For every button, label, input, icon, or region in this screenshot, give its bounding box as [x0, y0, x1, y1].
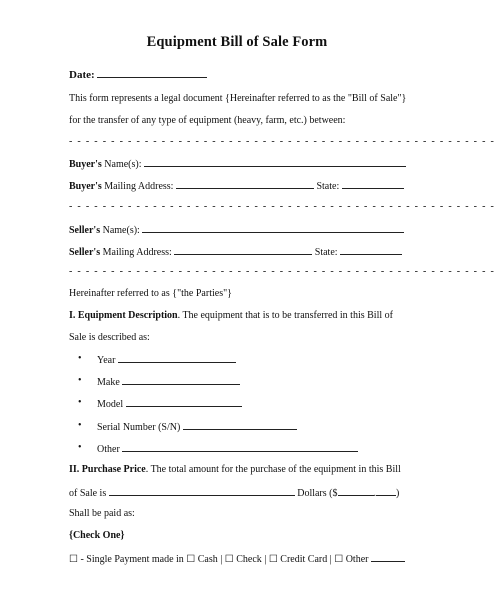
intro-line-1: This form represents a legal document {Hereinafter referred to as the "Bill of Sale"} — [69, 93, 407, 104]
year-label: Year — [97, 355, 116, 366]
parties-text: Hereinafter referred to as {"the Parties"} — [69, 288, 232, 299]
serial-field[interactable] — [183, 420, 297, 430]
section1-row — [69, 310, 393, 322]
price-row: of Sale is Dollars ($ . ) — [69, 488, 400, 499]
bullet-icon: • — [78, 420, 82, 431]
buyer-name-label: Name(s): — [101, 159, 142, 170]
buyer-address-label: Mailing Address: — [101, 181, 174, 192]
seller-name-label-bold: Seller's — [69, 225, 101, 236]
buyer-address-field[interactable] — [176, 179, 314, 189]
serial-row — [97, 420, 297, 434]
year-row — [97, 353, 236, 367]
credit-card-label: Credit Card — [280, 554, 328, 565]
seller-address-field[interactable] — [174, 245, 312, 255]
price-words-field[interactable] — [109, 486, 295, 496]
bullet-icon: • — [78, 353, 82, 364]
model-label: Model — [97, 399, 124, 410]
shall-be-paid-text: Shall be paid as: — [69, 508, 135, 519]
buyer-state-label: State: — [316, 181, 340, 192]
bill-of-sale-is-label: of Sale is — [69, 488, 107, 499]
buyer-address-label-bold: Buyer's — [69, 181, 102, 192]
bullet-icon: • — [78, 397, 82, 408]
separator: | — [264, 554, 267, 565]
seller-address-label-bold: Seller's — [69, 247, 101, 258]
make-row — [97, 375, 240, 389]
model-field[interactable] — [126, 397, 242, 407]
year-field[interactable] — [118, 353, 236, 363]
seller-state-label: State: — [314, 247, 338, 258]
model-row — [97, 397, 242, 411]
date-field[interactable] — [97, 68, 207, 78]
seller-name-row — [69, 223, 404, 237]
other-payment-field[interactable] — [371, 552, 405, 562]
form-title: Equipment Bill of Sale Form — [146, 34, 328, 50]
serial-label: Serial Number (S/N) — [97, 422, 181, 433]
section2-row — [69, 464, 401, 476]
cash-checkbox[interactable]: ☐ — [186, 554, 196, 565]
section2-heading: II. Purchase Price — [69, 464, 146, 475]
check-one-label: {Check One} — [69, 530, 125, 541]
buyer-name-field[interactable] — [144, 157, 406, 167]
bullet-icon: • — [78, 442, 82, 453]
make-label: Make — [97, 377, 120, 388]
buyer-state-field[interactable] — [342, 179, 404, 189]
divider-2: - - - - - - - - - - - - - - - - - - - - - - - - - - - - - - - - - - - - - - - - - - - - - - - - - - - — [69, 201, 495, 212]
credit-card-checkbox[interactable]: ☐ — [268, 554, 278, 565]
date-label: Date — [69, 69, 91, 81]
bullet-icon: • — [78, 375, 82, 386]
section1-heading: I. Equipment Description — [69, 310, 178, 321]
buyer-name-row — [69, 157, 406, 171]
check-label: Check — [236, 554, 262, 565]
divider-3: - - - - - - - - - - - - - - - - - - - - - - - - - - - - - - - - - - - - - - - - - - - - - - - - - - - — [69, 266, 495, 277]
seller-name-field[interactable] — [142, 223, 404, 233]
price-dollars-field[interactable] — [338, 486, 374, 496]
close-paren: ) — [396, 488, 400, 499]
section1-text: . The equipment that is to be transferred in this Bill of — [177, 310, 393, 321]
intro-line-2: for the transfer of any type of equipment (heavy, farm, etc.) between: — [69, 115, 346, 126]
payment-prefix: - Single Payment made in — [80, 554, 184, 565]
separator: | — [220, 554, 223, 565]
section2-text: . The total amount for the purchase of the equipment in this Bill — [145, 464, 401, 475]
other-checkbox[interactable]: ☐ — [334, 554, 344, 565]
seller-name-label: Name(s): — [100, 225, 140, 236]
payment-row — [69, 552, 405, 566]
separator: | — [329, 554, 332, 565]
price-cents-field[interactable] — [376, 486, 396, 496]
other-field[interactable] — [122, 442, 358, 452]
single-payment-checkbox[interactable]: ☐ — [69, 554, 78, 565]
date-row: Date: — [69, 68, 207, 81]
other-row — [97, 442, 358, 456]
seller-state-field[interactable] — [340, 245, 402, 255]
buyer-address-row — [69, 179, 404, 193]
dollars-label: Dollars ($ — [297, 488, 338, 499]
buyer-name-label-bold: Buyer's — [69, 159, 102, 170]
seller-address-label: Mailing Address: — [100, 247, 172, 258]
cash-label: Cash — [197, 554, 218, 565]
seller-address-row — [69, 245, 402, 259]
other-label: Other — [97, 444, 120, 455]
make-field[interactable] — [122, 375, 240, 385]
divider-1: - - - - - - - - - - - - - - - - - - - - - - - - - - - - - - - - - - - - - - - - - - - - - - - - - - - — [69, 136, 495, 147]
section1-text-2: Sale is described as: — [69, 332, 150, 343]
other-payment-label: Other — [345, 554, 369, 565]
check-checkbox[interactable]: ☐ — [224, 554, 234, 565]
